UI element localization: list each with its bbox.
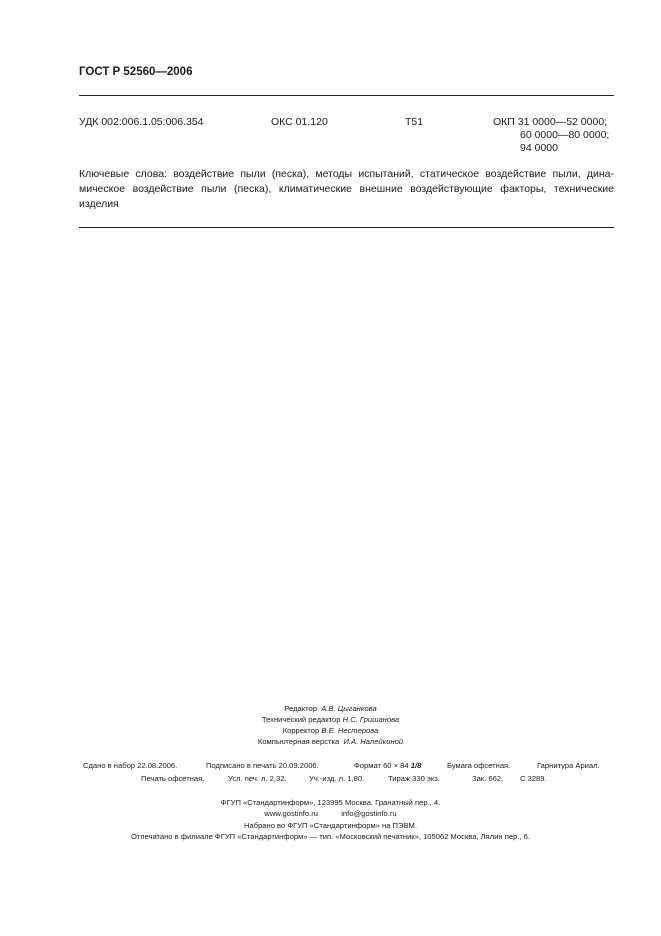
pub-sent: Сдано в набор 22.08.2006.	[83, 761, 178, 770]
keywords-line: Ключевые слова: воздействие пыли (песка), методы испытаний, статическое воздействие пыли, дина-	[79, 168, 614, 180]
credit-name: И.А. Налейкиной	[343, 737, 404, 746]
group-code: Т51	[405, 116, 424, 128]
keywords-line: мическое воздействие пыли (песка), климатические внешние воздействующие факторы, технические	[79, 183, 614, 195]
pub-order: Зак. 662.	[472, 774, 504, 783]
pub-print: Печать офсетная.	[141, 774, 205, 783]
publisher-address: ФГУП «Стандартинформ», 123995 Москва, Гранатный пер., 4.	[220, 798, 441, 807]
credit-role: Компьютерная верстка	[257, 737, 340, 746]
credit-tech-editor	[0, 714, 661, 725]
credit-corrector	[0, 725, 661, 736]
pub-signed: Подписано в печать 20.09.2006.	[206, 761, 319, 770]
credit-name: В.Е. Нестерова	[321, 726, 379, 735]
credit-role: Корректор	[282, 726, 320, 735]
publisher-web-link[interactable]: www.gostinfo.ru	[264, 809, 318, 819]
pub-edsheets: Уч.-изд. л. 1,80.	[309, 774, 365, 783]
credit-editor	[0, 703, 661, 714]
udk-code: УДК 002:006.1.05:006.354	[79, 116, 204, 128]
publisher-contacts	[0, 808, 661, 819]
pub-format	[354, 761, 421, 770]
okp-code-line-3: 94 0000	[520, 142, 558, 154]
keywords-paragraph	[79, 167, 614, 212]
publisher-block	[0, 797, 661, 842]
okp-code-line-2: 60 0000—80 0000;	[520, 129, 610, 141]
pub-run: Тираж 330 экз.	[388, 774, 440, 783]
okp-code-line-1: ОКП 31 0000—52 0000;	[493, 116, 608, 128]
standard-number: ГОСТ Р 52560—2006	[79, 66, 193, 78]
publisher-typeset: Набрано во ФГУП «Стандартинформ» на ПЭВМ.	[244, 820, 417, 830]
credit-name: Н.С. Гришанова	[342, 715, 400, 724]
pub-format-prefix: Формат 60 × 84	[354, 761, 409, 770]
pub-sheets: Усл. печ. л. 2,32.	[228, 774, 287, 783]
keywords-divider	[79, 227, 614, 228]
keywords-line: изделия	[79, 198, 119, 210]
credit-role: Редактор	[284, 704, 317, 713]
pub-code: С 3289.	[520, 774, 547, 783]
oks-code: ОКС 01.120	[271, 116, 328, 128]
pub-paper: Бумага офсетная.	[447, 761, 511, 770]
pub-font: Гарнитура Ариал.	[537, 761, 600, 770]
credits-block	[0, 703, 661, 747]
credit-role: Технический редактор	[261, 715, 341, 724]
publisher-email-link[interactable]: info@gostinfo.ru	[341, 809, 397, 819]
credit-layout	[0, 736, 661, 747]
pub-format-fraction: 1/8	[410, 761, 422, 770]
credit-name: А.В. Цыганкова	[321, 704, 377, 713]
header-divider	[79, 95, 614, 96]
publisher-printed: Отпечатано в филиале ФГУП «Стандартинформ» — тип. «Московский печатник», 105062 Москва, Лялин пер., 6.	[131, 831, 530, 841]
